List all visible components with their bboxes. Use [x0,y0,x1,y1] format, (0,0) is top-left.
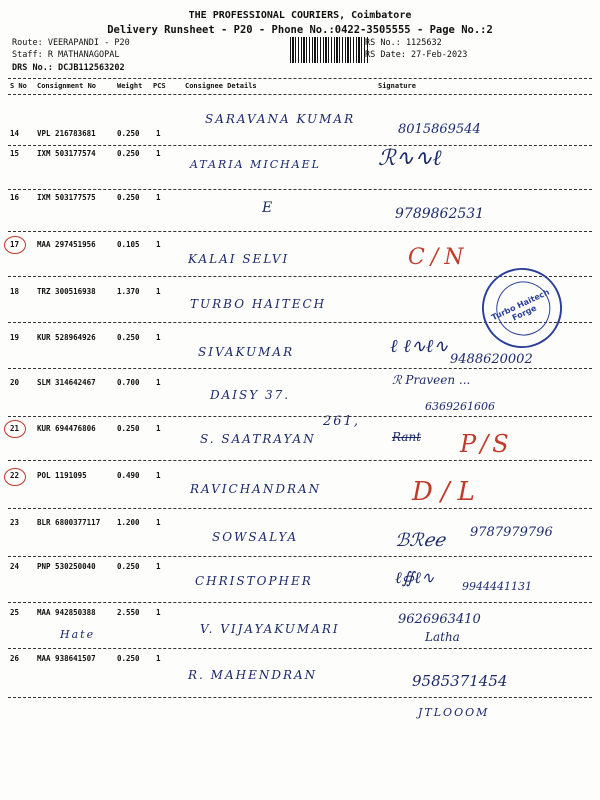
row-signature: 9488620002 [450,352,533,367]
col-header-consignee: Consignee Details [185,82,257,90]
row-signature: D/L [412,477,483,507]
staff-label: Staff: R MATHANAGOPAL [12,50,120,60]
row-divider [8,189,592,190]
row-weight: 0.490 [117,471,140,480]
row-weight: 0.105 [117,240,140,249]
row-divider [8,368,592,369]
row-divider [8,460,592,461]
row-pcs: 1 [156,562,161,571]
footer-scribble: JTLOOOM [418,706,490,719]
row-weight: 1.200 [117,518,140,527]
row-signature: 6369261606 [425,400,495,413]
col-header-weight: Weight [117,82,143,90]
row-consignee: CHRISTOPHER [195,574,313,588]
row-sno: 22 [10,471,20,480]
row-pcs: 1 [156,287,161,296]
row-consignee: DAISY 37. [210,388,291,402]
row-consignment: IXM 503177574 [37,149,96,158]
row-signature: 9626963410 [398,612,481,627]
row-consignee: R. MAHENDRAN [188,668,318,682]
row-sno: 20 [10,378,20,387]
row-consignee: KALAI SELVI [188,252,290,266]
row-weight: 0.250 [117,562,140,571]
row-sno: 21 [10,424,20,433]
row-weight: 2.550 [117,608,140,617]
row-divider [8,508,592,509]
company-title: THE PROFESSIONAL COURIERS, Coimbatore [188,10,412,21]
row-consignee: ATARIA MICHAEL [190,158,321,171]
row-consignee: RAVICHANDRAN [190,482,322,496]
row-signature: 9585371454 [412,672,508,690]
row-pcs: 1 [156,129,161,138]
row-consignment: VPL 216783681 [37,129,96,138]
row-weight: 0.250 [117,654,140,663]
row-consignment: SLM 314642467 [37,378,96,387]
row-weight: 0.700 [117,378,140,387]
row-signature-scribble: ℬℛℯℯ [395,530,445,551]
row-sno: 14 [10,129,20,138]
row-weight: 0.250 [117,424,140,433]
row-consignment: MAA 938641507 [37,654,96,663]
company-stamp [469,255,575,361]
row-signature-scribble: ℛ Praveen ... [392,373,471,387]
row-consignment: IXM 503177575 [37,193,96,202]
row-pcs: 1 [156,193,161,202]
row-sno: 17 [10,240,20,249]
row-signature-scribble: ℓ∯ℓ∿ [395,568,435,587]
stamp-text: Turbo Haitech Forge [490,287,551,323]
row-divider [8,416,592,417]
header-rule-bottom [8,94,592,95]
row-sno: 23 [10,518,20,527]
row-sno: 15 [10,149,20,158]
row-consignee: SIVAKUMAR [198,345,295,359]
barcode [290,37,368,63]
row-extra-note: 261, [323,414,360,429]
row-pcs: 1 [156,149,161,158]
row-pcs: 1 [156,240,161,249]
header-rule-top [8,78,592,79]
col-header-consignment: Consignment No [37,82,97,90]
row-consignee: E [262,200,275,216]
row-consignee: V. VIJAYAKUMARI [200,622,340,636]
row-pcs: 1 [156,471,161,480]
row-signature: C/N [408,245,470,270]
row-sno: 19 [10,333,20,342]
rs-number: RS No.: 1125632 [365,38,442,48]
row-side-note: Hate [60,628,96,641]
row-consignment: KUR 694476806 [37,424,96,433]
row-pcs: 1 [156,654,161,663]
row-sno: 18 [10,287,20,296]
row-divider [8,145,592,146]
route-label: Route: VEERAPANDI - P20 [12,38,130,48]
row-consignee: S. SAATRAYAN [200,432,316,446]
row-consignment: BLR 6800377117 [37,518,101,527]
row-weight: 0.250 [117,149,140,158]
row-signature-scribble: ℛ∿∿ℓ [378,146,442,171]
col-header-signature: Signature [378,82,416,90]
row-consignment: PNP 530250040 [37,562,96,571]
row-sno: 16 [10,193,20,202]
row-signature: 8015869544 [398,122,481,137]
row-signature-scribble: ℓ ℓ∿ℓ∿ [390,336,449,357]
row-divider [8,231,592,232]
row-signature-name: Latha [425,630,460,644]
row-consignee: TURBO HAITECH [190,297,327,311]
row-consignee: SARAVANA KUMAR [205,112,356,126]
row-weight: 0.250 [117,193,140,202]
col-header-pcs: PCS [153,82,166,90]
row-divider [8,602,592,603]
row-sno: 25 [10,608,20,617]
row-signature: P/S [460,430,513,458]
row-pcs: 1 [156,608,161,617]
row-pcs: 1 [156,518,161,527]
row-struck-text: Rant [392,430,422,444]
drs-number: DRS No.: DCJB112563202 [12,63,125,73]
row-consignment: KUR 528964926 [37,333,96,342]
row-pcs: 1 [156,333,161,342]
row-weight: 0.250 [117,333,140,342]
rs-date: RS Date: 27-Feb-2023 [365,50,468,60]
row-signature: 9787979796 [470,525,553,540]
row-consignment: POL 1191095 [37,471,87,480]
row-consignment: TRZ 300516938 [37,287,96,296]
row-divider [8,648,592,649]
row-consignment: MAA 297451956 [37,240,96,249]
row-pcs: 1 [156,378,161,387]
row-divider [8,556,592,557]
runsheet-title: Delivery Runsheet - P20 - Phone No.:0422-3505555 - Page No.:2 [107,24,493,36]
row-divider [8,697,592,698]
row-pcs: 1 [156,424,161,433]
row-sno: 24 [10,562,20,571]
row-consignee: SOWSALYA [212,530,299,544]
row-sno: 26 [10,654,20,663]
row-signature: 9944441131 [462,580,532,593]
row-signature: 9789862531 [395,206,485,222]
row-weight: 0.250 [117,129,140,138]
row-weight: 1.370 [117,287,140,296]
col-header-sno: S No [10,82,27,90]
row-consignment: MAA 942850388 [37,608,96,617]
